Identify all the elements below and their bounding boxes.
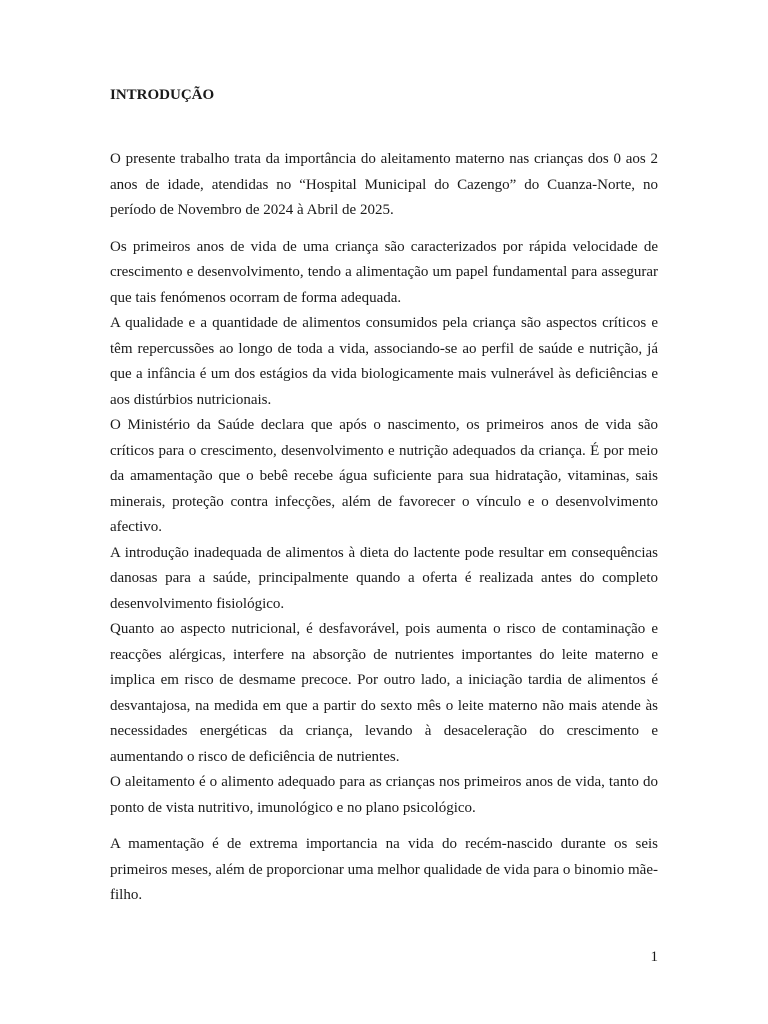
paragraph-1: O presente trabalho trata da importância do aleitamento materno nas crianças dos 0 aos 2 anos de idade, atendidas no “Hospital Municipal do Cazengo” do Cuanza-Norte, no período de Novembro de 2024 à Abril de 2025. (110, 151, 658, 218)
paragraph-8: A mamentação é de extrema importancia na vida do recém-nascido durante os seis primeiros meses, além de proporcionar uma melhor qualidade de vida para o binomio mãe-filho. (110, 836, 658, 903)
paragraph-6: Quanto ao aspecto nutricional, é desfavorável, pois aumenta o risco de contaminação e reacções alérgicas, interfere na absorção de nutrientes importantes do leite materno e implica em risco de desmame precoce. Por outro lado, a iniciação tardia de alimentos é desvantajosa, na medida em que a partir do sexto mês o leite materno não mais atende às necessidades energéticas da criança, levando à desaceleração do crescimento e aumentando o risco de deficiência de nutrientes. (110, 621, 658, 765)
paragraph-3: A qualidade e a quantidade de alimentos consumidos pela criança são aspectos críticos e têm repercussões ao longo de toda a vida, associando-se ao perfil de saúde e nutrição, já que a infância é um dos estágios da vida biologicamente mais vulnerável às deficiências e aos distúrbios nutricionais. (110, 315, 658, 408)
page-number: 1 (650, 949, 658, 965)
document-body (110, 84, 658, 909)
paragraph-2: Os primeiros anos de vida de uma criança são caracterizados por rápida velocidade de crescimento e desenvolvimento, tendo a alimentação um papel fundamental para assegurar que tais fenómenos ocorram de forma adequada. (110, 238, 658, 306)
section-heading: INTRODUÇÃO (110, 87, 215, 103)
paragraph-5: A introdução inadequada de alimentos à dieta do lactente pode resultar em consequências danosas para a saúde, principalmente quando a oferta é realizada antes do completo desenvolvimento fisiológico. (110, 544, 658, 612)
paragraph-4: O Ministério da Saúde declara que após o nascimento, os primeiros anos de vida são críticos para o crescimento, desenvolvimento e nutrição adequados da criança. É por meio da amamentação que o bebê recebe água suficiente para sua hidratação, vitaminas, sais minerais, proteção contra infecções, além de favorecer o vínculo e o desenvolvimento afectivo. (110, 417, 658, 535)
paragraph-7: O aleitamento é o alimento adequado para as crianças nos primeiros anos de vida, tanto do ponto de vista nutritivo, imunológico e no plano psicológico. (110, 774, 658, 816)
